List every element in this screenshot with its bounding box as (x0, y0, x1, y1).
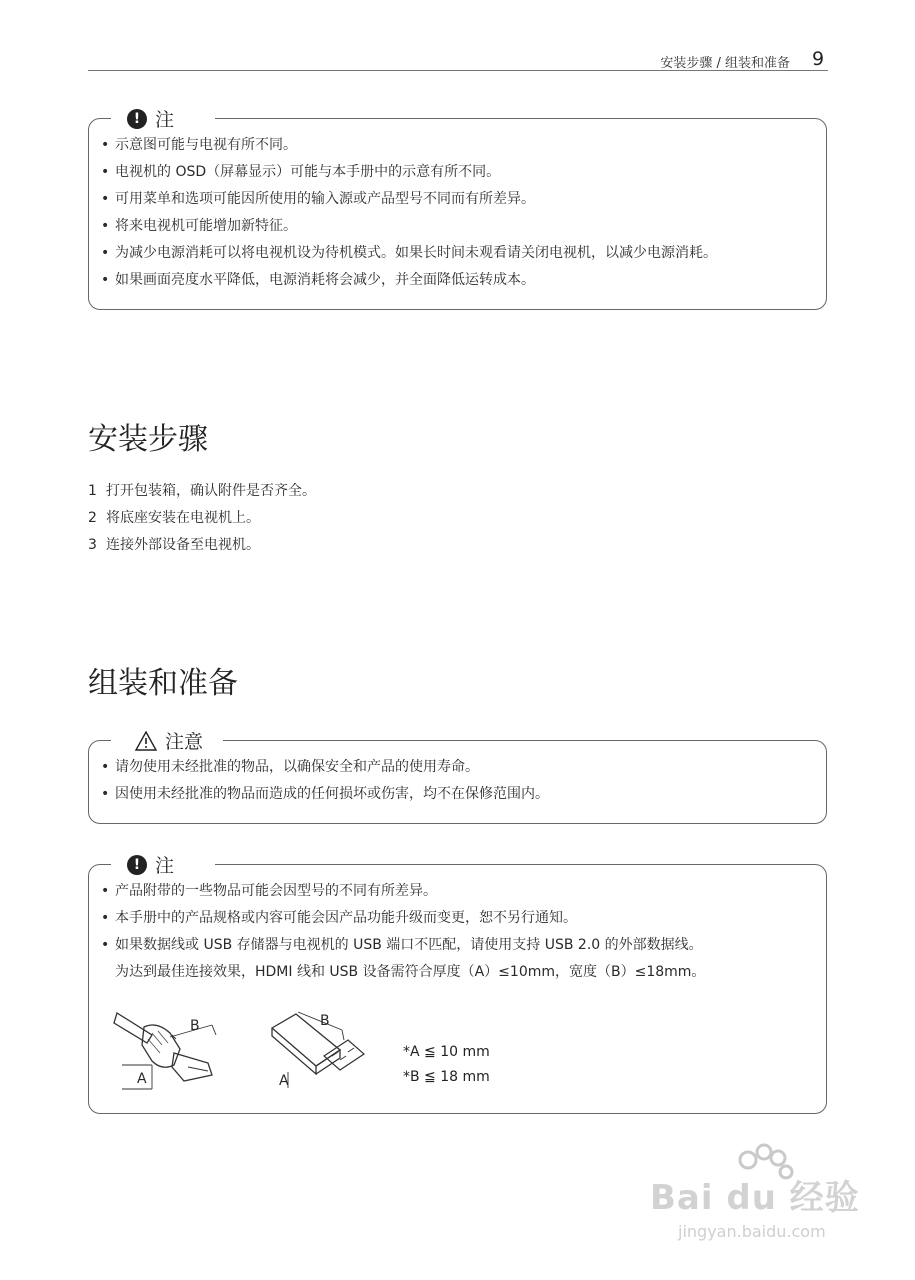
caution-box (88, 731, 827, 824)
list-item: • 为减少电源消耗可以将电视机设为待机模式。如果长时间未观看请关闭电视机，以减少电源消耗。 (101, 245, 717, 261)
list-item: 1 打开包装箱，确认附件是否齐全。 (88, 483, 316, 499)
note-list (101, 881, 705, 989)
hdmi-cable-illustration (112, 1005, 247, 1095)
install-steps-list (88, 481, 316, 562)
list-item: • 因使用未经批准的物品而造成的任何损坏或伤害，均不在保修范围内。 (101, 786, 549, 802)
note-title-text: 注 (155, 109, 175, 131)
header-divider (88, 70, 828, 71)
spec-width: *B ≦ 18 mm (403, 1069, 490, 1085)
note-list (101, 135, 717, 297)
note-box-title (111, 105, 215, 132)
install-steps-heading: 安装步骤 (88, 422, 208, 457)
warning-triangle-icon (135, 731, 157, 751)
note-box-title (111, 851, 215, 878)
list-item: 3 连接外部设备至电视机。 (88, 537, 260, 553)
list-item: • 产品附带的一些物品可能会因型号的不同有所差异。 (101, 883, 437, 899)
dimension-label-a: A (279, 1073, 289, 1089)
list-item: • 将来电视机可能增加新特征。 (101, 218, 297, 234)
dimension-label-a: A (137, 1071, 147, 1087)
list-item: • 示意图可能与电视有所不同。 (101, 137, 297, 153)
exclamation-icon: ! (127, 109, 147, 129)
exclamation-icon: ! (127, 855, 147, 875)
list-item-continuation: 为达到最佳连接效果，HDMI 线和 USB 设备需符合厚度（A）≤10mm，宽度（B）≤18mm。 (115, 964, 706, 980)
list-item: • 如果画面亮度水平降低，电源消耗将会减少，并全面降低运转成本。 (101, 272, 535, 288)
list-item: • 可用菜单和选项可能因所使用的输入源或产品型号不同而有所差异。 (101, 191, 535, 207)
list-item: • 如果数据线或 USB 存储器与电视机的 USB 端口不匹配，请使用支持 USB 2.0 的外部数据线。 (101, 937, 703, 953)
page-number: 9 (812, 48, 825, 70)
list-item: • 请勿使用未经批准的物品，以确保安全和产品的使用寿命。 (101, 759, 479, 775)
caution-box-title (111, 727, 223, 754)
list-item: • 本手册中的产品规格或内容可能会因产品功能升级而变更，恕不另行通知。 (101, 910, 577, 926)
watermark-url: jingyan.baidu.com (678, 1222, 826, 1241)
list-item: 2 将底座安装在电视机上。 (88, 510, 260, 526)
baidu-watermark (650, 1140, 880, 1250)
note-box-general (88, 109, 827, 310)
dimension-label-b: B (320, 1013, 330, 1029)
caution-title-text: 注意 (165, 731, 204, 753)
caution-list (101, 757, 549, 811)
note-title-text: 注 (155, 855, 175, 877)
assembly-heading: 组装和准备 (88, 666, 238, 701)
header-section-label: 安装步骤 / 组装和准备 (660, 56, 790, 71)
spec-thickness: *A ≦ 10 mm (403, 1044, 490, 1060)
dimension-label-b: B (190, 1018, 200, 1034)
list-item: • 电视机的 OSD（屏幕显示）可能与本手册中的示意有所不同。 (101, 164, 501, 180)
watermark-brand: Bai du 经验 (650, 1178, 860, 1218)
